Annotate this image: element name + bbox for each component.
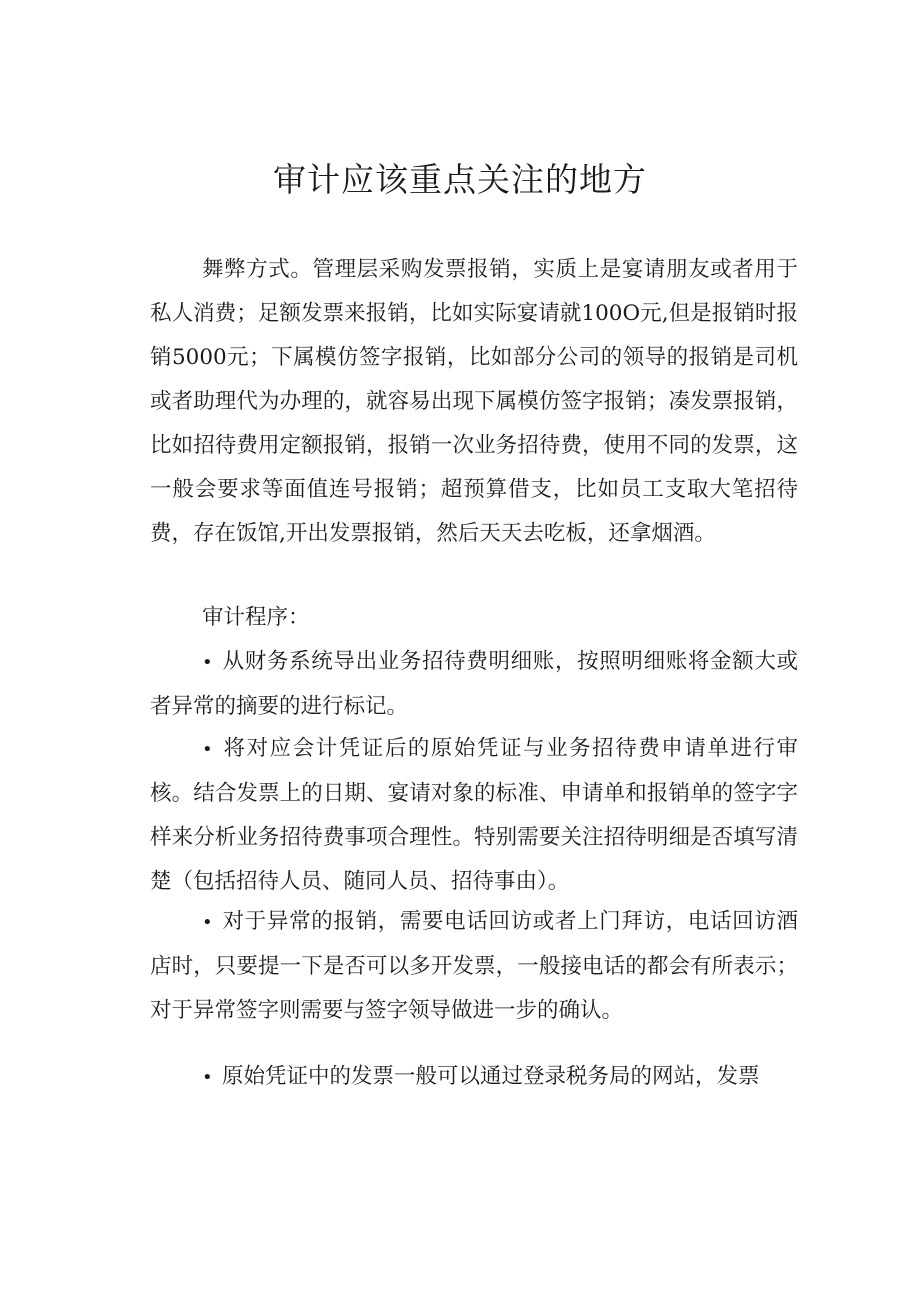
bullet-item (150, 640, 798, 729)
bullet-item (150, 727, 798, 904)
bullet-item (150, 900, 798, 1033)
bullet-text: 原始凭证中的发票一般可以通过登录税务局的网站，发票 (222, 1064, 760, 1089)
bullet-item (150, 1055, 798, 1100)
bullet-text: 从财务系统导出业务招待费明细账，按照明细账将金额大或者异常的摘要的进行标记。 (150, 649, 798, 719)
paragraph-audit-procedures-heading: 审计程序： (202, 605, 310, 630)
bullet-text: 对于异常的报销，需要电话回访或者上门拜访，电话回访酒店时，只要提一下是否可以多开发票，一般接电话的都会有所表示；对于异常签字则需要与签字领导做进一步的确认。 (150, 909, 798, 1023)
bullet-icon: • (202, 652, 213, 673)
bullet-text: 将对应会计凭证后的原始凭证与业务招待费申请单进行审核。结合发票上的日期、宴请对象的标准、申请单和报销单的签字字样来分析业务招待费事项合理性。特别需要关注招待明细是否填写清楚（包括招待人员、随同人员、招待事由）。 (150, 736, 798, 894)
bullet-icon: • (202, 912, 213, 933)
paragraph-fraud-methods: 舞弊方式。管理层采购发票报销，实质上是宴请朋友或者用于私人消费；足额发票来报销，比如实际宴请就100O元,但是报销时报销5000元；下属模仿签字报销，比如部分公司的领导的报销是司机或者助理代为办理的，就容易出现下属模仿签字报销；凑发票报销，比如招待费用定额报销，报销一次业务招待费，使用不同的发票，这一般会要求等面值连号报销；超预算借支，比如员工支取大笔招待费，存在饭馆,开出发票报销，然后天天去吃板，还拿烟酒。 (150, 257, 798, 546)
document-title: 审计应该重点关注的地方 (273, 160, 647, 199)
bullet-icon: • (202, 1067, 213, 1088)
bullet-icon: • (202, 739, 213, 760)
